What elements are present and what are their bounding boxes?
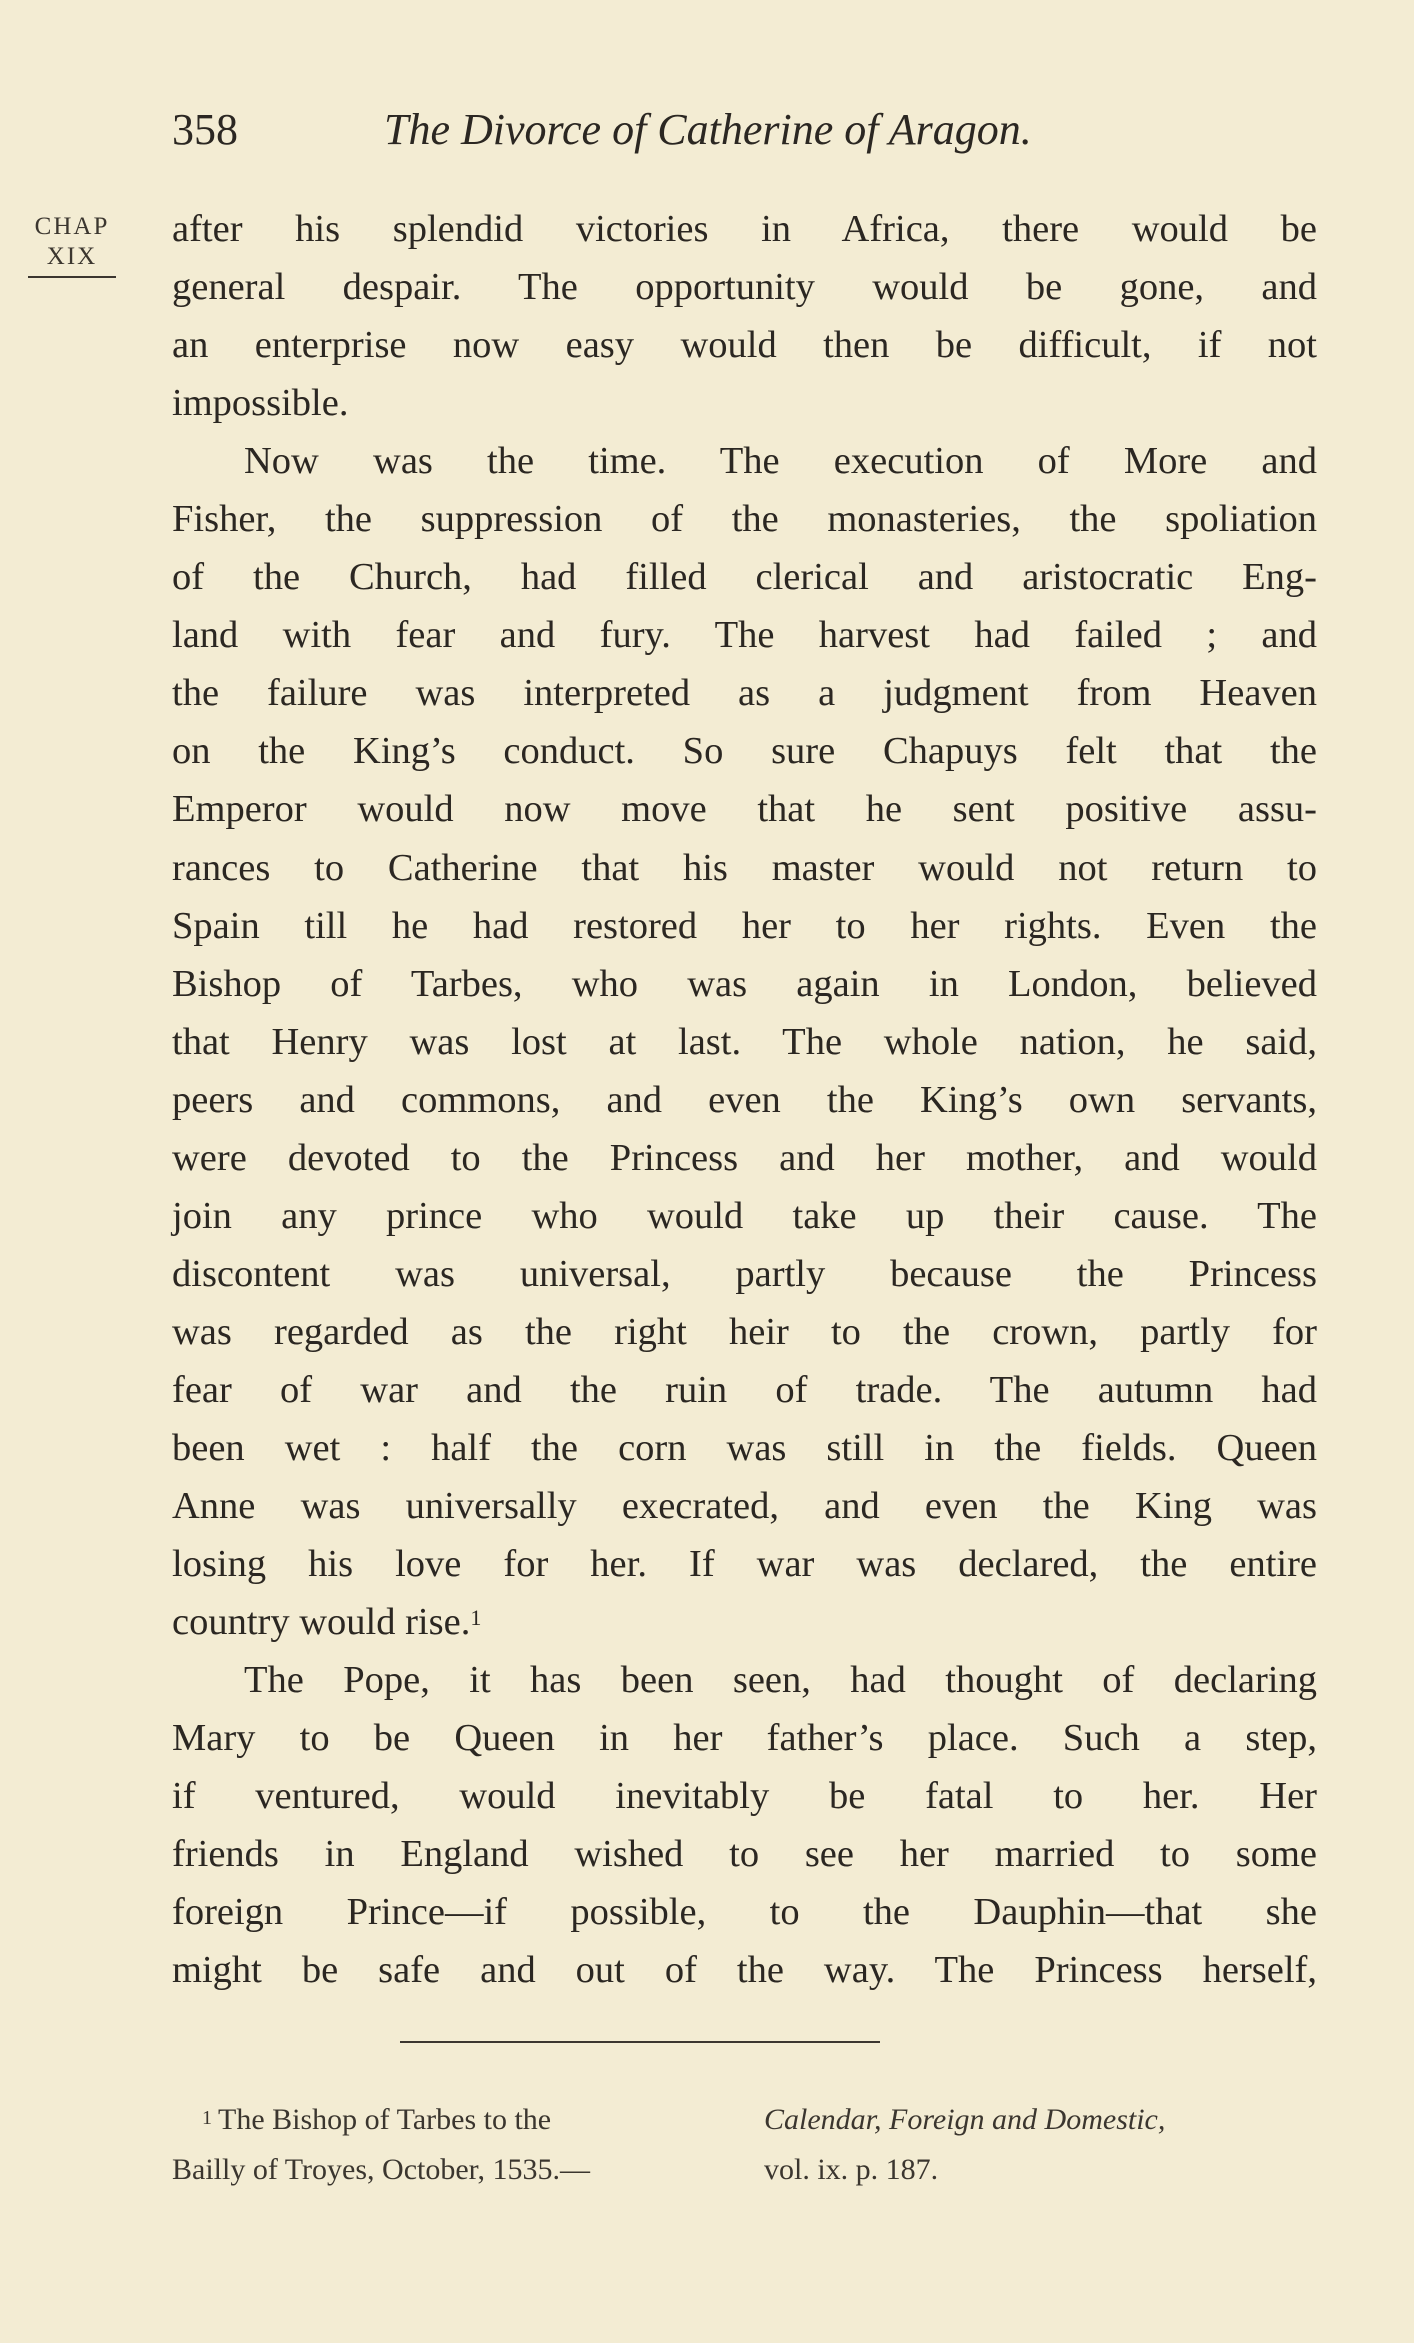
text-line: land with fear and fury. The harvest had failed ; and <box>172 614 1317 657</box>
chapter-label: CHAP <box>34 213 110 240</box>
text-line: if ventured, would inevitably be fatal to her. Her <box>172 1775 1317 1818</box>
text-line: Anne was universally execrated, and even the King was <box>172 1485 1317 1528</box>
text-line: friends in England wished to see her married to some <box>172 1833 1317 1876</box>
text-line: foreign Prince—if possible, to the Dauphin—that she <box>172 1891 1317 1934</box>
text-line-with-footnote-ref <box>172 1593 1317 1651</box>
text-line: Bishop of Tarbes, who was again in London, believed <box>172 962 1317 1005</box>
text-line: general despair. The opportunity would be gone, and <box>172 266 1317 309</box>
body-text <box>172 200 1317 1999</box>
footnote-marker: 1 <box>202 2107 212 2129</box>
paragraph-start-line: Now was the time. The execution of More and <box>244 440 1317 483</box>
text-line: might be safe and out of the way. The Princess herself, <box>172 1949 1317 1992</box>
footnote-divider <box>400 2041 880 2043</box>
text-line: the failure was interpreted as a judgment from Heaven <box>172 672 1317 715</box>
text-line: an enterprise now easy would then be difficult, if not <box>172 324 1317 367</box>
paragraph-start-line: The Pope, it has been seen, had thought of declaring <box>244 1659 1317 1702</box>
text-line: been wet : half the corn was still in the fields. Queen <box>172 1426 1317 1469</box>
text-line: country would rise. <box>172 1601 471 1644</box>
chapter-margin-note <box>22 212 122 278</box>
footnote-left-column <box>172 2095 732 2195</box>
footnote-line: Bailly of Troyes, October, 1535.— <box>172 2153 590 2186</box>
text-line: Mary to be Queen in her father’s place. Such a step, <box>172 1717 1317 1760</box>
text-line: Spain till he had restored her to her rights. Even the <box>172 904 1317 947</box>
text-line: impossible. <box>172 382 349 425</box>
text-line: Fisher, the suppression of the monasteries, the spoliation <box>172 498 1317 541</box>
chapter-number: XIX <box>46 243 98 270</box>
text-line: losing his love for her. If war was declared, the entire <box>172 1543 1317 1586</box>
text-line: after his splendid victories in Africa, there would be <box>172 208 1317 250</box>
text-line: that Henry was lost at last. The whole nation, he said, <box>172 1020 1317 1063</box>
text-line: was regarded as the right heir to the crown, partly for <box>172 1310 1317 1353</box>
text-line: fear of war and the ruin of trade. The autumn had <box>172 1368 1317 1411</box>
text-line: on the King’s conduct. So sure Chapuys felt that the <box>172 730 1317 773</box>
page-number: 358 <box>172 105 238 154</box>
footnote-right-column <box>764 2095 1324 2195</box>
text-line: peers and commons, and even the King’s own servants, <box>172 1078 1317 1121</box>
text-line: discontent was universal, partly because the Princess <box>172 1252 1317 1295</box>
text-line: join any prince who would take up their cause. The <box>172 1194 1317 1237</box>
footnote-citation-volume: vol. ix. p. 187. <box>764 2153 939 2186</box>
text-line: Emperor would now move that he sent positive assu- <box>172 788 1317 831</box>
text-line: rances to Catherine that his master would not return to <box>172 846 1317 889</box>
footnote-reference: 1 <box>470 1605 482 1631</box>
running-title: The Divorce of Catherine of Aragon. <box>384 105 1032 154</box>
footnote-line <box>172 2095 732 2145</box>
text-line: were devoted to the Princess and her mother, and would <box>172 1136 1317 1179</box>
text-line: of the Church, had filled clerical and aristocratic Eng- <box>172 556 1317 599</box>
page-header <box>172 100 1322 160</box>
footnote-citation-title: Calendar, Foreign and Domestic, <box>764 2103 1166 2136</box>
margin-divider <box>28 276 116 278</box>
footnote-text: The Bishop of Tarbes to the <box>218 2103 552 2136</box>
